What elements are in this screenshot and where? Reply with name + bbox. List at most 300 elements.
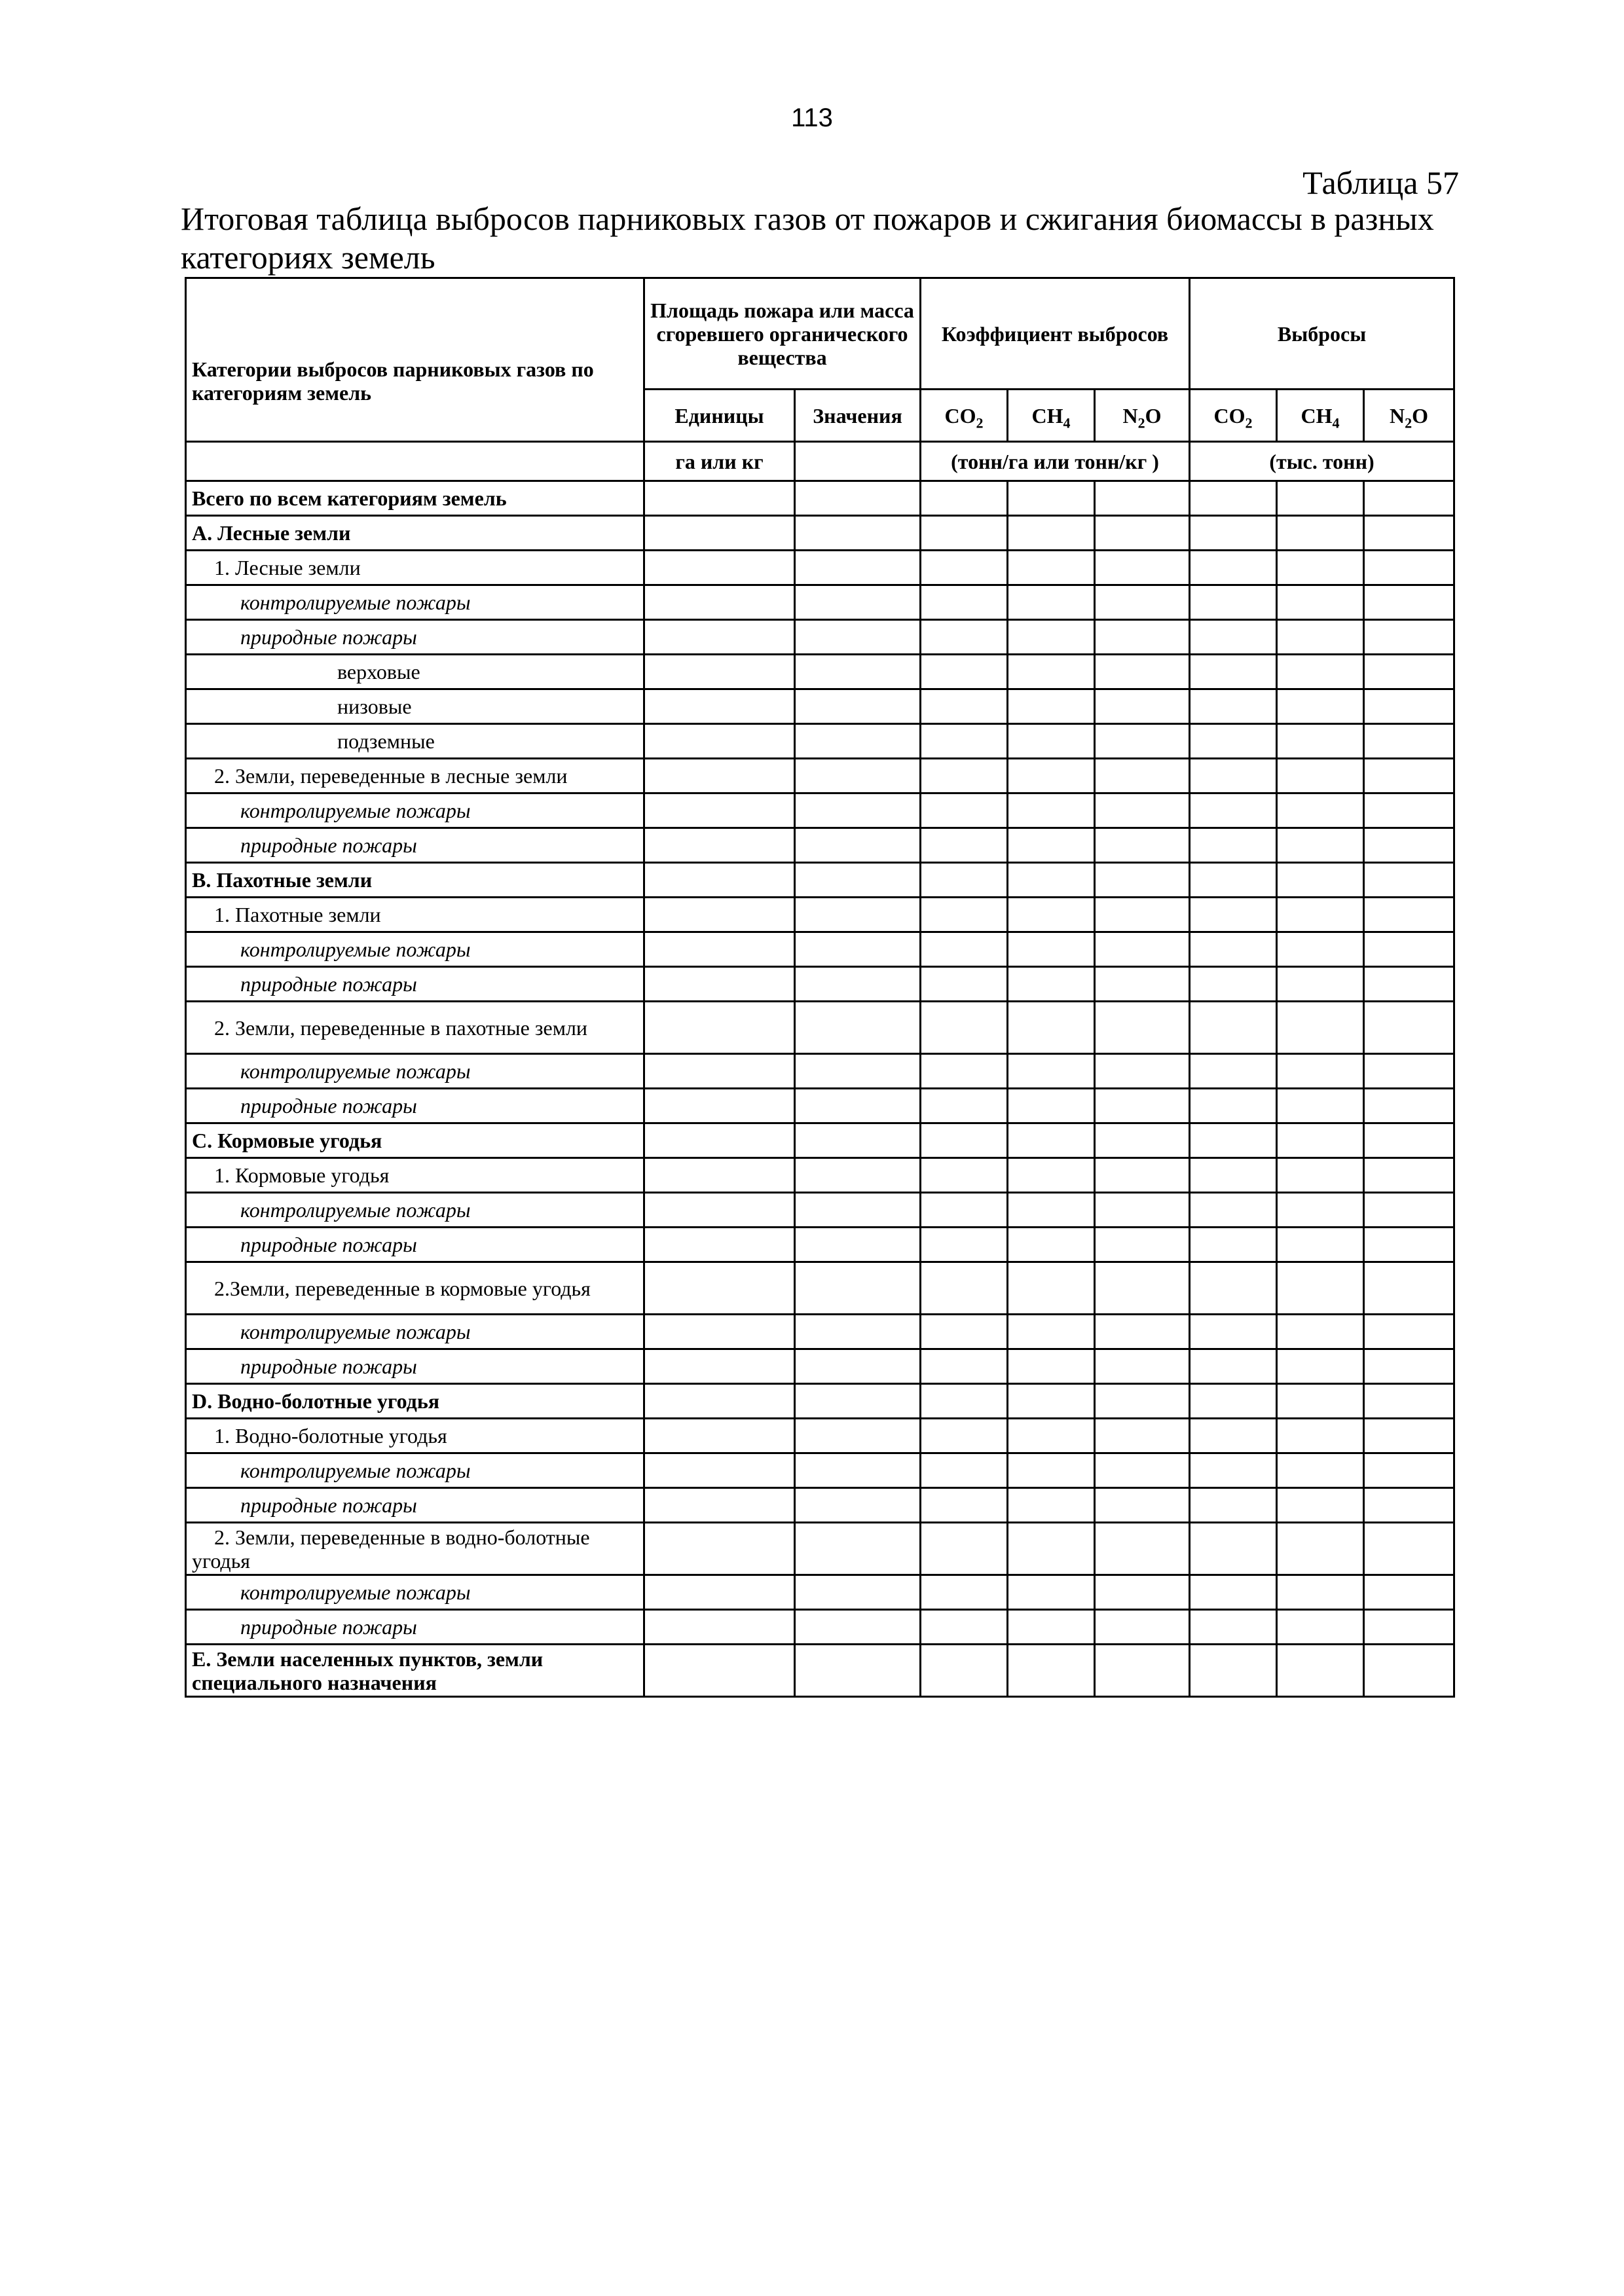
data-cell[interactable]: [1190, 1488, 1277, 1523]
data-cell[interactable]: [1190, 516, 1277, 551]
data-cell[interactable]: [1095, 1488, 1190, 1523]
table-row: [186, 724, 1454, 759]
data-cell[interactable]: [1277, 1054, 1364, 1089]
data-cell[interactable]: [1008, 551, 1095, 585]
data-cell[interactable]: [1095, 1123, 1190, 1158]
data-cell[interactable]: [1008, 932, 1095, 967]
data-cell[interactable]: [1008, 1453, 1095, 1488]
data-cell[interactable]: [1095, 1419, 1190, 1453]
data-cell[interactable]: [1277, 516, 1364, 551]
data-cell[interactable]: [1008, 1193, 1095, 1228]
data-cell[interactable]: [795, 1419, 921, 1453]
data-cell[interactable]: [1190, 1575, 1277, 1610]
data-cell[interactable]: [1190, 1089, 1277, 1123]
data-cell[interactable]: [1095, 481, 1190, 516]
data-cell[interactable]: [795, 481, 921, 516]
data-cell[interactable]: [921, 655, 1008, 689]
data-cell[interactable]: [921, 1384, 1008, 1419]
units-values-blank: [795, 442, 921, 481]
data-cell[interactable]: [1277, 759, 1364, 793]
table-row: [186, 689, 1454, 724]
data-cell[interactable]: [795, 1645, 921, 1697]
units-coef: (тонн/га или тонн/кг ): [921, 442, 1190, 481]
data-cell[interactable]: [1364, 1193, 1454, 1228]
data-cell[interactable]: [1190, 793, 1277, 828]
data-cell[interactable]: [644, 967, 795, 1002]
data-cell[interactable]: [921, 1488, 1008, 1523]
data-cell[interactable]: [1277, 1610, 1364, 1645]
data-cell[interactable]: [1364, 1453, 1454, 1488]
data-cell[interactable]: [1190, 1384, 1277, 1419]
data-cell[interactable]: [795, 689, 921, 724]
data-cell[interactable]: [644, 1523, 795, 1575]
table-row: [186, 1089, 1454, 1123]
table-row: [186, 932, 1454, 967]
row-category-label: С. Кормовые угодья: [186, 1123, 644, 1158]
data-cell[interactable]: [644, 585, 795, 620]
data-cell[interactable]: [1095, 516, 1190, 551]
data-cell[interactable]: [1095, 724, 1190, 759]
data-cell[interactable]: [1008, 1262, 1095, 1315]
data-cell[interactable]: [644, 551, 795, 585]
data-cell[interactable]: [921, 1523, 1008, 1575]
data-cell[interactable]: [1095, 1158, 1190, 1193]
data-cell[interactable]: [1190, 620, 1277, 655]
table-row: [186, 1262, 1454, 1315]
data-cell[interactable]: [795, 516, 921, 551]
data-cell[interactable]: [795, 1089, 921, 1123]
data-cell[interactable]: [1095, 655, 1190, 689]
data-cell[interactable]: [795, 898, 921, 932]
data-cell[interactable]: [1008, 1488, 1095, 1523]
data-cell[interactable]: [644, 1384, 795, 1419]
data-cell[interactable]: [1008, 724, 1095, 759]
row-category-label: 2. Земли, переведенные в пахотные земли: [186, 1002, 644, 1054]
data-cell[interactable]: [1364, 1158, 1454, 1193]
data-cell[interactable]: [1095, 1575, 1190, 1610]
data-cell[interactable]: [1277, 828, 1364, 863]
data-cell[interactable]: [1277, 1349, 1364, 1384]
data-cell[interactable]: [1364, 759, 1454, 793]
data-cell[interactable]: [795, 724, 921, 759]
data-cell[interactable]: [1190, 1262, 1277, 1315]
data-cell[interactable]: [1008, 1384, 1095, 1419]
data-cell[interactable]: [1095, 1002, 1190, 1054]
data-cell[interactable]: [1008, 828, 1095, 863]
data-cell[interactable]: [1008, 1158, 1095, 1193]
data-cell[interactable]: [1190, 481, 1277, 516]
data-cell[interactable]: [644, 1575, 795, 1610]
data-cell[interactable]: [921, 1054, 1008, 1089]
table-row: [186, 620, 1454, 655]
data-cell[interactable]: [1095, 585, 1190, 620]
data-cell[interactable]: [644, 655, 795, 689]
data-cell[interactable]: [644, 620, 795, 655]
data-cell[interactable]: [1008, 793, 1095, 828]
data-cell[interactable]: [921, 1315, 1008, 1349]
row-category-label: 2. Земли, переведенные в водно-болотные угодья: [186, 1523, 644, 1575]
data-cell[interactable]: [644, 689, 795, 724]
data-cell[interactable]: [1190, 828, 1277, 863]
data-cell[interactable]: [795, 932, 921, 967]
data-cell[interactable]: [795, 1384, 921, 1419]
data-cell[interactable]: [644, 828, 795, 863]
data-cell[interactable]: [1008, 898, 1095, 932]
data-cell[interactable]: [1364, 793, 1454, 828]
data-cell[interactable]: [1364, 1349, 1454, 1384]
data-cell[interactable]: [1364, 898, 1454, 932]
data-cell[interactable]: [1364, 1575, 1454, 1610]
header-coef-ch4: $CH_4$: [1008, 390, 1095, 442]
data-cell[interactable]: [921, 1645, 1008, 1697]
data-cell[interactable]: [644, 516, 795, 551]
data-cell[interactable]: [921, 1228, 1008, 1262]
data-cell[interactable]: [1364, 1002, 1454, 1054]
data-cell[interactable]: [1095, 759, 1190, 793]
data-cell[interactable]: [644, 1262, 795, 1315]
data-cell[interactable]: [921, 1123, 1008, 1158]
data-cell[interactable]: [1095, 932, 1190, 967]
data-cell[interactable]: [1277, 863, 1364, 898]
data-cell[interactable]: [1277, 481, 1364, 516]
data-cell[interactable]: [1190, 898, 1277, 932]
data-cell[interactable]: [644, 1610, 795, 1645]
data-cell[interactable]: [1190, 1193, 1277, 1228]
data-cell[interactable]: [1364, 516, 1454, 551]
data-cell[interactable]: [795, 828, 921, 863]
table-row: [186, 1315, 1454, 1349]
data-cell[interactable]: [1277, 932, 1364, 967]
data-cell[interactable]: [795, 1575, 921, 1610]
data-cell[interactable]: [795, 1193, 921, 1228]
data-cell[interactable]: [1277, 793, 1364, 828]
data-cell[interactable]: [644, 1645, 795, 1697]
data-cell[interactable]: [1008, 1054, 1095, 1089]
data-cell[interactable]: [1095, 1384, 1190, 1419]
data-cell[interactable]: [1277, 1645, 1364, 1697]
data-cell[interactable]: [1008, 655, 1095, 689]
data-cell[interactable]: [1277, 1193, 1364, 1228]
data-cell[interactable]: [1095, 1262, 1190, 1315]
data-cell[interactable]: [1095, 1315, 1190, 1349]
data-cell[interactable]: [921, 481, 1008, 516]
data-cell[interactable]: [795, 1349, 921, 1384]
data-cell[interactable]: [644, 724, 795, 759]
data-cell[interactable]: [1008, 481, 1095, 516]
data-cell[interactable]: [1364, 1610, 1454, 1645]
data-cell[interactable]: [1008, 863, 1095, 898]
data-cell[interactable]: [921, 689, 1008, 724]
data-cell[interactable]: [1190, 551, 1277, 585]
data-cell[interactable]: [1364, 551, 1454, 585]
data-cell[interactable]: [921, 1453, 1008, 1488]
row-category-label: верховые: [186, 655, 644, 689]
data-cell[interactable]: [644, 1002, 795, 1054]
data-cell[interactable]: [1095, 1610, 1190, 1645]
table-row: [186, 759, 1454, 793]
data-cell[interactable]: [1190, 1228, 1277, 1262]
data-cell[interactable]: [1277, 1523, 1364, 1575]
data-cell[interactable]: [1008, 1002, 1095, 1054]
data-cell[interactable]: [1277, 1384, 1364, 1419]
data-cell[interactable]: [1190, 967, 1277, 1002]
data-cell[interactable]: [921, 585, 1008, 620]
table-row: [186, 516, 1454, 551]
data-cell[interactable]: [1190, 1419, 1277, 1453]
data-cell[interactable]: [644, 1193, 795, 1228]
data-cell[interactable]: [1095, 1228, 1190, 1262]
data-cell[interactable]: [644, 1123, 795, 1158]
data-cell[interactable]: [921, 1193, 1008, 1228]
data-cell[interactable]: [921, 1002, 1008, 1054]
data-cell[interactable]: [1008, 620, 1095, 655]
data-cell[interactable]: [1008, 1419, 1095, 1453]
row-category-label: природные пожары: [186, 1349, 644, 1384]
data-cell[interactable]: [795, 1123, 921, 1158]
row-category-label: природные пожары: [186, 1228, 644, 1262]
data-cell[interactable]: [795, 1262, 921, 1315]
data-cell[interactable]: [1364, 828, 1454, 863]
data-cell[interactable]: [644, 1054, 795, 1089]
data-cell[interactable]: [1008, 689, 1095, 724]
data-cell[interactable]: [644, 1419, 795, 1453]
data-cell[interactable]: [1008, 1523, 1095, 1575]
row-category-label: природные пожары: [186, 1488, 644, 1523]
data-cell[interactable]: [1277, 1089, 1364, 1123]
data-cell[interactable]: [921, 1262, 1008, 1315]
data-cell[interactable]: [795, 1315, 921, 1349]
data-cell[interactable]: [1364, 1384, 1454, 1419]
data-cell[interactable]: [795, 585, 921, 620]
data-cell[interactable]: [644, 1228, 795, 1262]
data-cell[interactable]: [921, 1575, 1008, 1610]
data-cell[interactable]: [1095, 863, 1190, 898]
data-cell[interactable]: [1364, 689, 1454, 724]
row-category-label: 1. Пахотные земли: [186, 898, 644, 932]
data-cell[interactable]: [795, 967, 921, 1002]
data-cell[interactable]: [921, 1349, 1008, 1384]
row-category-label: природные пожары: [186, 1610, 644, 1645]
data-cell[interactable]: [1008, 516, 1095, 551]
data-cell[interactable]: [795, 1228, 921, 1262]
data-cell[interactable]: [795, 1610, 921, 1645]
data-cell[interactable]: [1364, 1089, 1454, 1123]
data-cell[interactable]: [644, 1315, 795, 1349]
data-cell[interactable]: [1277, 1158, 1364, 1193]
data-cell[interactable]: [1364, 585, 1454, 620]
data-cell[interactable]: [795, 551, 921, 585]
table-row: [186, 1645, 1454, 1697]
data-cell[interactable]: [1277, 655, 1364, 689]
header-units: Единицы: [644, 390, 795, 442]
data-cell[interactable]: [1277, 620, 1364, 655]
data-cell[interactable]: [1095, 689, 1190, 724]
data-cell[interactable]: [1364, 932, 1454, 967]
data-cell[interactable]: [1095, 1089, 1190, 1123]
data-cell[interactable]: [1095, 898, 1190, 932]
header-emissions-group: Выбросы: [1190, 278, 1454, 390]
data-cell[interactable]: [795, 793, 921, 828]
data-cell[interactable]: [1277, 967, 1364, 1002]
data-cell[interactable]: [1277, 551, 1364, 585]
data-cell[interactable]: [1095, 1453, 1190, 1488]
row-category-label: подземные: [186, 724, 644, 759]
data-cell[interactable]: [1190, 655, 1277, 689]
data-cell[interactable]: [1190, 1610, 1277, 1645]
table-row: [186, 1488, 1454, 1523]
data-cell[interactable]: [795, 1158, 921, 1193]
data-cell[interactable]: [921, 1158, 1008, 1193]
table-row: [186, 863, 1454, 898]
data-cell[interactable]: [1095, 1193, 1190, 1228]
data-cell[interactable]: [795, 1002, 921, 1054]
data-cell[interactable]: [921, 1089, 1008, 1123]
data-cell[interactable]: [1364, 481, 1454, 516]
data-cell[interactable]: [1008, 1315, 1095, 1349]
data-cell[interactable]: [1095, 967, 1190, 1002]
data-cell[interactable]: [1190, 1523, 1277, 1575]
data-cell[interactable]: [1190, 1349, 1277, 1384]
data-cell[interactable]: [921, 724, 1008, 759]
header-coef-co2: $CO_2$: [921, 390, 1008, 442]
data-cell[interactable]: [1277, 1453, 1364, 1488]
data-cell[interactable]: [1190, 1054, 1277, 1089]
data-cell[interactable]: [644, 1349, 795, 1384]
data-cell[interactable]: [1190, 1158, 1277, 1193]
data-cell[interactable]: [1364, 1315, 1454, 1349]
data-cell[interactable]: [1364, 655, 1454, 689]
data-cell[interactable]: [1190, 1123, 1277, 1158]
data-cell[interactable]: [1364, 1419, 1454, 1453]
data-cell[interactable]: [795, 863, 921, 898]
data-cell[interactable]: [1364, 1262, 1454, 1315]
table-row: [186, 1228, 1454, 1262]
data-cell[interactable]: [1190, 689, 1277, 724]
data-cell[interactable]: [921, 759, 1008, 793]
data-cell[interactable]: [644, 1089, 795, 1123]
data-cell[interactable]: [644, 481, 795, 516]
data-cell[interactable]: [1008, 1645, 1095, 1697]
data-cell[interactable]: [921, 551, 1008, 585]
data-cell[interactable]: [795, 1054, 921, 1089]
data-cell[interactable]: [1095, 620, 1190, 655]
row-category-label: Всего по всем категориям земель: [186, 481, 644, 516]
data-cell[interactable]: [921, 898, 1008, 932]
data-cell[interactable]: [644, 1158, 795, 1193]
data-cell[interactable]: [1190, 1315, 1277, 1349]
data-cell[interactable]: [1364, 967, 1454, 1002]
data-cell[interactable]: [1008, 585, 1095, 620]
data-cell[interactable]: [1277, 1262, 1364, 1315]
data-cell[interactable]: [921, 932, 1008, 967]
data-cell[interactable]: [1277, 1575, 1364, 1610]
data-cell[interactable]: [1364, 1645, 1454, 1697]
data-cell[interactable]: [1008, 1610, 1095, 1645]
data-cell[interactable]: [1008, 1123, 1095, 1158]
data-cell[interactable]: [1277, 1228, 1364, 1262]
data-cell[interactable]: [644, 1488, 795, 1523]
table-row: [186, 1610, 1454, 1645]
data-cell[interactable]: [795, 620, 921, 655]
data-cell[interactable]: [1277, 724, 1364, 759]
data-cell[interactable]: [795, 1453, 921, 1488]
data-cell[interactable]: [1190, 1453, 1277, 1488]
data-cell[interactable]: [1008, 1349, 1095, 1384]
table-label: Таблица 57: [1302, 164, 1459, 201]
data-cell[interactable]: [1277, 898, 1364, 932]
data-cell[interactable]: [921, 516, 1008, 551]
data-cell[interactable]: [795, 1488, 921, 1523]
data-cell[interactable]: [1095, 1054, 1190, 1089]
data-cell[interactable]: [644, 1453, 795, 1488]
data-cell[interactable]: [1190, 585, 1277, 620]
data-cell[interactable]: [1364, 863, 1454, 898]
data-cell[interactable]: [644, 759, 795, 793]
data-cell[interactable]: [644, 793, 795, 828]
data-cell[interactable]: [1364, 724, 1454, 759]
data-cell[interactable]: [1190, 863, 1277, 898]
data-cell[interactable]: [1008, 1089, 1095, 1123]
data-cell[interactable]: [921, 828, 1008, 863]
data-cell[interactable]: [1190, 1645, 1277, 1697]
data-cell[interactable]: [644, 863, 795, 898]
data-cell[interactable]: [1008, 1575, 1095, 1610]
data-cell[interactable]: [1095, 793, 1190, 828]
data-cell[interactable]: [1095, 828, 1190, 863]
table-row: [186, 1158, 1454, 1193]
row-category-label: В. Пахотные земли: [186, 863, 644, 898]
data-cell[interactable]: [1277, 1419, 1364, 1453]
data-cell[interactable]: [1095, 1349, 1190, 1384]
data-cell[interactable]: [1364, 1054, 1454, 1089]
data-cell[interactable]: [1008, 1228, 1095, 1262]
data-cell[interactable]: [1190, 932, 1277, 967]
data-cell[interactable]: [795, 655, 921, 689]
data-cell[interactable]: [921, 793, 1008, 828]
table-row: [186, 655, 1454, 689]
data-cell[interactable]: [1190, 1002, 1277, 1054]
data-cell[interactable]: [1277, 1002, 1364, 1054]
data-cell[interactable]: [921, 620, 1008, 655]
data-cell[interactable]: [1008, 967, 1095, 1002]
data-cell[interactable]: [644, 932, 795, 967]
data-cell[interactable]: [1277, 1488, 1364, 1523]
data-cell[interactable]: [1364, 1488, 1454, 1523]
data-cell[interactable]: [1095, 1523, 1190, 1575]
data-cell[interactable]: [1277, 1315, 1364, 1349]
data-cell[interactable]: [921, 863, 1008, 898]
data-cell[interactable]: [921, 967, 1008, 1002]
data-cell[interactable]: [1364, 620, 1454, 655]
data-cell[interactable]: [795, 1523, 921, 1575]
data-cell[interactable]: [921, 1419, 1008, 1453]
row-category-label: А. Лесные земли: [186, 516, 644, 551]
data-cell[interactable]: [921, 1610, 1008, 1645]
data-cell[interactable]: [1364, 1123, 1454, 1158]
data-cell[interactable]: [1364, 1228, 1454, 1262]
data-cell[interactable]: [1095, 551, 1190, 585]
data-cell[interactable]: [1364, 1523, 1454, 1575]
data-cell[interactable]: [1277, 1123, 1364, 1158]
data-cell[interactable]: [1095, 1645, 1190, 1697]
data-cell[interactable]: [644, 898, 795, 932]
data-cell[interactable]: [1008, 759, 1095, 793]
data-cell[interactable]: [1190, 724, 1277, 759]
data-cell[interactable]: [1277, 585, 1364, 620]
data-cell[interactable]: [1190, 759, 1277, 793]
data-cell[interactable]: [1277, 689, 1364, 724]
data-cell[interactable]: [795, 759, 921, 793]
